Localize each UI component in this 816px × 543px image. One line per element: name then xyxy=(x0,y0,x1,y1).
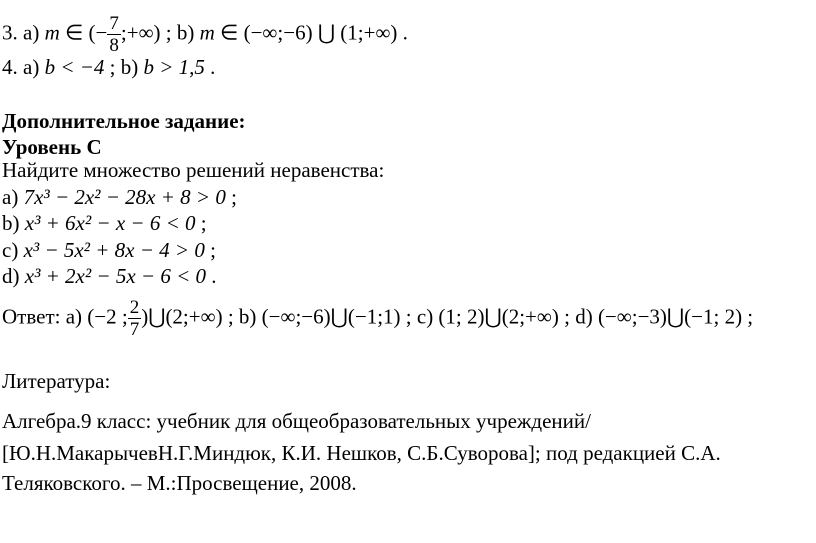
task-b-label: b) xyxy=(2,211,20,235)
task-c-end: ; xyxy=(204,238,216,262)
line-4-label: 4. a) xyxy=(2,55,40,79)
answer-a-post: )⋃(2;+∞) ; xyxy=(141,304,234,329)
task-prompt: Найдите множество решений неравенства: xyxy=(2,158,385,182)
task-a-expression: 7x³ − 2x² − 28x + 8 > 0 xyxy=(23,185,226,209)
level-heading: Уровень С xyxy=(2,135,102,159)
line-3-label: 3. a) xyxy=(2,20,40,45)
literature-line-2: [Ю.Н.МакарычевН.Г.Миндюк, К.И. Нешков, С.Б.Суворова]; под редакцией С.А. xyxy=(2,441,721,465)
task-c xyxy=(2,240,216,261)
task-d-label: d) xyxy=(2,264,20,288)
task-a xyxy=(2,187,237,208)
literature-heading: Литература: xyxy=(2,369,111,393)
answer-label: Ответ: а) xyxy=(2,304,83,329)
task-d xyxy=(2,266,217,287)
line-3-b-label: b) xyxy=(171,20,195,45)
task-b-end: ; xyxy=(195,211,207,235)
answer-rest: b) (−∞;−6)⋃(−1;1) ; c) (1; 2)⋃(2;+∞) ; d) (−∞;−3)⋃(−1; 2) ; xyxy=(238,304,754,329)
task-a-label: a) xyxy=(2,185,19,209)
line-4-b-expression: b > 1,5 xyxy=(143,55,205,79)
answer-a-pre: (−2 ; xyxy=(87,304,128,329)
task-c-expression: x³ − 5x² + 8x − 4 > 0 xyxy=(23,238,205,262)
line-4-separator: ; b) xyxy=(104,55,139,79)
line-3-fraction xyxy=(107,14,121,55)
task-d-expression: x³ + 2x² − 5x − 6 < 0 xyxy=(24,264,206,288)
answer-line-3 xyxy=(2,14,408,55)
line-4-a-expression: b < −4 xyxy=(44,55,105,79)
task-c-label: c) xyxy=(2,238,19,262)
task-b xyxy=(2,213,207,234)
extra-heading: Дополнительное задание: xyxy=(2,109,246,133)
line-4-end: . xyxy=(204,55,216,79)
answer-a-fraction-numerator: 2 xyxy=(129,297,140,318)
task-a-end: ; xyxy=(225,185,237,209)
line-3-a-variable: m xyxy=(44,20,60,45)
literature-line-3: Теляковского. – М.:Просвещение, 2008. xyxy=(2,471,357,495)
line-3-fraction-denominator: 8 xyxy=(109,35,119,56)
line-3-b-variable: m xyxy=(199,20,215,45)
line-3-a-tail: ;+∞) ; xyxy=(120,20,172,45)
task-d-end: . xyxy=(206,264,217,288)
task-b-expression: x³ + 6x² − x − 6 < 0 xyxy=(24,211,196,235)
line-3-fraction-numerator: 7 xyxy=(109,13,119,34)
answer-a-fraction-denominator: 7 xyxy=(129,319,140,340)
literature-line-1: Алгебра.9 класс: учебник для общеобразовательных учреждений/ xyxy=(2,409,591,433)
answer-line xyxy=(2,298,753,339)
answer-a-fraction xyxy=(128,298,142,339)
line-3-b-set: ∈ (−∞;−6) ⋃ (1;+∞) . xyxy=(214,20,408,45)
line-3-a-in: ∈ (− xyxy=(59,20,108,45)
answer-line-4 xyxy=(2,57,215,78)
